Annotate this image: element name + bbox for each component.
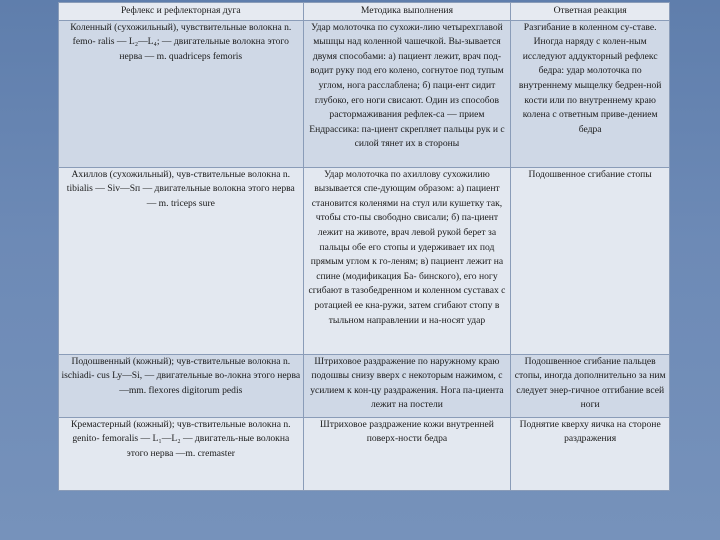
- header-response: Ответная реакция: [511, 3, 670, 21]
- table-row: [59, 167, 670, 354]
- method-cell: [303, 354, 511, 417]
- response-cell: [511, 167, 670, 354]
- response-text: Поднятие кверху яичка на стороне раздражения: [519, 418, 661, 445]
- method-text: Штриховое раздражение кожи внутренней поверх-ности бедра: [320, 418, 494, 445]
- reflex-cell: [59, 167, 304, 354]
- method-cell: [303, 167, 511, 354]
- reflex-text: Ахиллов (сухожильный), чув-ствительные волокна n. tibialis — Siv—Sп — двигательные волокна этого нерва — m. triceps sure: [66, 168, 295, 209]
- response-cell: [511, 417, 670, 490]
- reflex-cell: [59, 354, 304, 417]
- response-cell: [511, 354, 670, 417]
- response-text: Разгибание в коленном су-ставе. Иногда наряду с колен-ным исследуют аддукторный рефлекс бедра: удар молоточка по внутреннему мыщелку бедрен-ной кости или по внутреннему краю колена с ответным приве-дением бедра: [518, 21, 662, 135]
- reflex-text: Кремастерный (кожный); чув-ствительные волокна n. genito- femoralis — L₁—L₂ — двигатель-ные волокна этого нерва —m. cremaster: [71, 418, 291, 459]
- method-text: Удар молоточка по ахиллову сухожилию вызывается спе-дующим образом: а) пациент становится коленями на стул или кушетку так, чтобы сто-пы свободно свисали; б) па-циент лежит на животе, врач левой рукой берет за пальцы обе его стопы и удерживает их под прямым углом к го-леням; в) пациент лежит на спине (модификация Ба- бинского), его ногу сгибают в тазобедренном и коленном суставах с ротацией ее кна-ружи, затем сгибают стопу в тыльном направлении и на-носят удар: [308, 168, 506, 326]
- method-text: Удар молоточка по сухожи-лию четырехглавой мышцы над коленной чашечкой. Вы-зывается двумя способами: а) пациент лежит, врач под-водит руку под его колено, согнутое под тупым углом, нога расслаблена; б) паци-ент сидит глубоко, его ноги свисают. Один из способов растормаживания рефлек-са — прием Ендрассика: па-циент скрепляет пальцы рук и с силой тянет их в стороны: [309, 21, 505, 150]
- reflex-text: Коленный (сухожильный), чувствительные волокна n. femo- ralis — L₂—L₄; — двигательные волокна этого нерва — m. quadriceps femoris: [70, 21, 292, 62]
- response-text: Подошвенное сгибание стопы: [528, 168, 652, 180]
- table-row: [59, 20, 670, 167]
- reflex-cell: [59, 20, 304, 167]
- table-row: [59, 417, 670, 490]
- header-method: Методика выполнения: [303, 3, 511, 21]
- method-cell: [303, 417, 511, 490]
- header-reflex: Рефлекс и рефлекторная дуга: [59, 3, 304, 21]
- method-text: Штриховое раздражение по наружному краю подошвы снизу вверх с некоторым нажимом, с усилием к кон-цу раздражения. Нога па-циента лежит на постели: [310, 355, 504, 411]
- header-row: [59, 3, 670, 21]
- reflex-cell: [59, 417, 304, 490]
- response-cell: [511, 20, 670, 167]
- response-text: Подошвенное сгибание пальцев стопы, иногда дополнительно за ним следует энер-гичное отгибание всей ноги: [514, 355, 666, 411]
- table-row: [59, 354, 670, 417]
- reflex-text: Подошвенный (кожный); чув-ствительные волокна n. ischiadi- cus Ly—Sі, — двигательные во-локна этого нерва —mm. flexores digitorum pedis: [61, 355, 301, 396]
- method-cell: [303, 20, 511, 167]
- reflex-table: [58, 2, 670, 491]
